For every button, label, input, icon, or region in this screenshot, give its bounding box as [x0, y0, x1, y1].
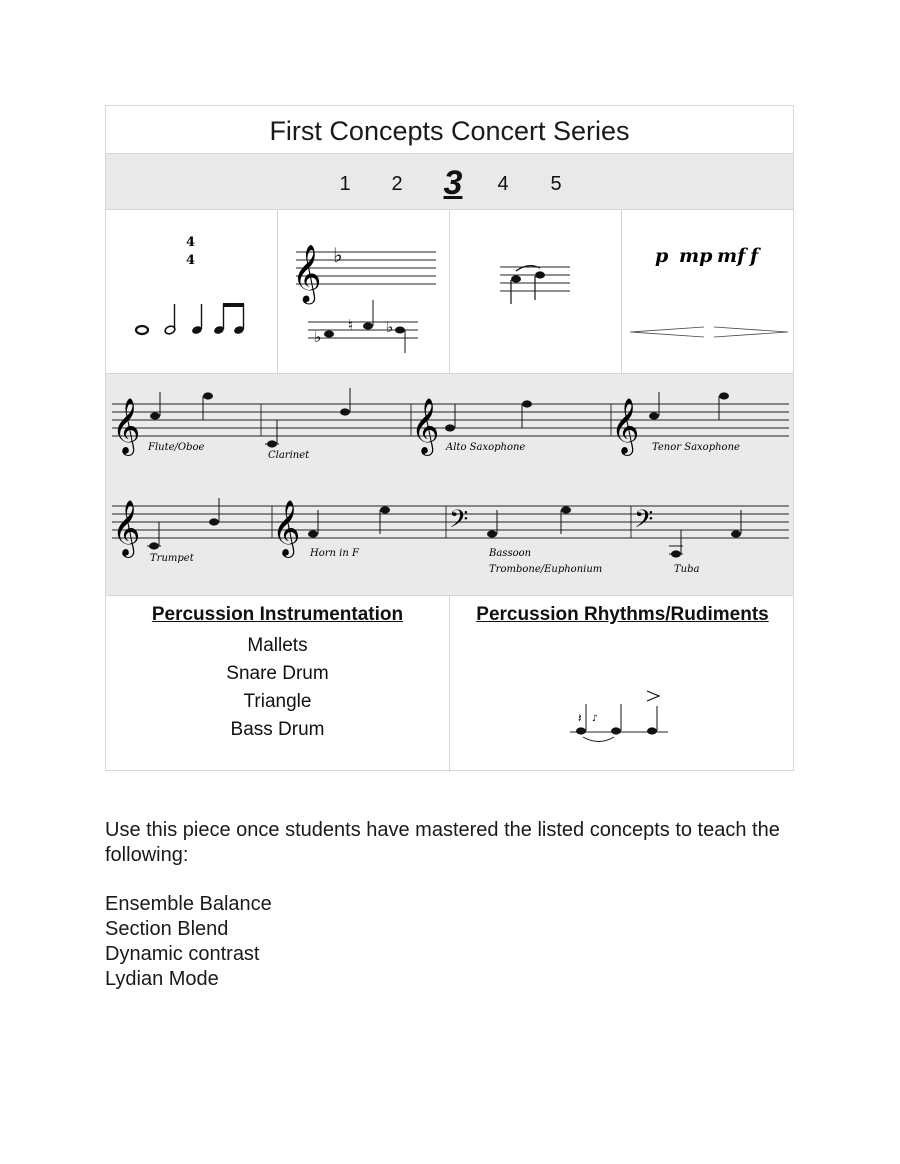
svg-text:♭: ♭	[386, 318, 394, 336]
level-3-active[interactable]: 3	[443, 164, 463, 202]
instrument-range-staves-icon	[106, 374, 795, 596]
key-signature-concept	[278, 210, 450, 374]
svg-text:𝄞: 𝄞	[272, 500, 301, 556]
focus-item: Ensemble Balance	[105, 893, 272, 915]
time-sig-bottom: 4	[186, 253, 196, 268]
level-1[interactable]: 1	[339, 173, 351, 195]
rudiment-notation-icon	[450, 626, 795, 746]
level-5[interactable]: 5	[550, 173, 562, 195]
crescendo-hairpin-icon	[630, 327, 704, 337]
focus-item: Section Blend	[105, 918, 229, 940]
percussion-section	[106, 596, 793, 772]
range-label-trombone: Trombone/Euphonium	[489, 564, 603, 575]
concepts-row	[106, 210, 793, 374]
range-label-tenor-sax: Tenor Saxophone	[652, 442, 740, 453]
svg-text:♪: ♪	[592, 714, 598, 724]
concept-card	[105, 105, 794, 771]
articulation-concept	[450, 210, 622, 374]
percussion-item: Bass Drum	[230, 719, 325, 740]
svg-text:𝄢: 𝄢	[449, 505, 469, 540]
decrescendo-hairpin-icon	[714, 327, 788, 337]
svg-text:♭: ♭	[314, 328, 322, 346]
percussion-item: Mallets	[247, 635, 308, 656]
percussion-instrumentation	[106, 596, 450, 772]
range-label-alto-sax: Alto Saxophone	[446, 442, 526, 453]
percussion-item: Triangle	[243, 691, 312, 712]
focus-item: Dynamic contrast	[105, 943, 260, 965]
description-intro: Use this piece once students have mastered the listed concepts to teach the following:	[105, 819, 780, 866]
svg-text:𝄞: 𝄞	[112, 398, 141, 454]
range-label-trumpet: Trumpet	[150, 553, 194, 564]
level-2[interactable]: 2	[391, 173, 403, 195]
range-label-clarinet: Clarinet	[268, 450, 310, 461]
rhythm-concept	[106, 210, 278, 374]
time-sig-top: 4	[186, 235, 196, 250]
range-label-horn: Horn in F	[310, 548, 359, 559]
percussion-rhythms	[450, 596, 795, 772]
treble-clef-icon: 𝄞	[292, 244, 322, 302]
focus-item: Lydian Mode	[105, 968, 219, 990]
svg-text:♭: ♭	[333, 243, 343, 267]
accent-icon	[647, 691, 659, 701]
svg-text:𝄽: 𝄽	[578, 711, 582, 725]
teaching-description	[105, 818, 805, 992]
level-selector	[106, 154, 793, 210]
instrument-ranges	[106, 374, 793, 596]
percussion-item: Snare Drum	[226, 663, 329, 684]
range-label-tuba: Tuba	[674, 564, 700, 575]
dynamic-mf: mf	[717, 245, 746, 267]
svg-text:𝄞: 𝄞	[611, 398, 640, 454]
dynamic-p: p	[655, 245, 669, 267]
range-label-bassoon: Bassoon	[489, 548, 532, 559]
dynamics-concept	[622, 210, 795, 374]
key-signature-staff-icon	[278, 210, 450, 374]
svg-text:𝄞: 𝄞	[112, 500, 141, 556]
rhythm-notation-icon	[106, 210, 278, 374]
svg-text:♮: ♮	[348, 316, 354, 334]
dynamic-mp: mp	[679, 245, 713, 267]
percussion-instrumentation-heading: Percussion Instrumentation	[151, 604, 404, 625]
focus-list	[105, 892, 805, 992]
svg-text:𝄢: 𝄢	[634, 505, 654, 540]
svg-text:𝄞: 𝄞	[411, 398, 440, 454]
slur-notation-icon	[450, 210, 622, 374]
dynamics-icon	[622, 210, 795, 374]
series-title: First Concepts Concert Series	[106, 106, 793, 154]
range-label-flute-oboe: Flute/Oboe	[148, 442, 205, 453]
percussion-rhythms-heading: Percussion Rhythms/Rudiments	[476, 604, 769, 625]
dynamic-f: f	[750, 245, 759, 267]
level-4[interactable]: 4	[497, 173, 509, 195]
